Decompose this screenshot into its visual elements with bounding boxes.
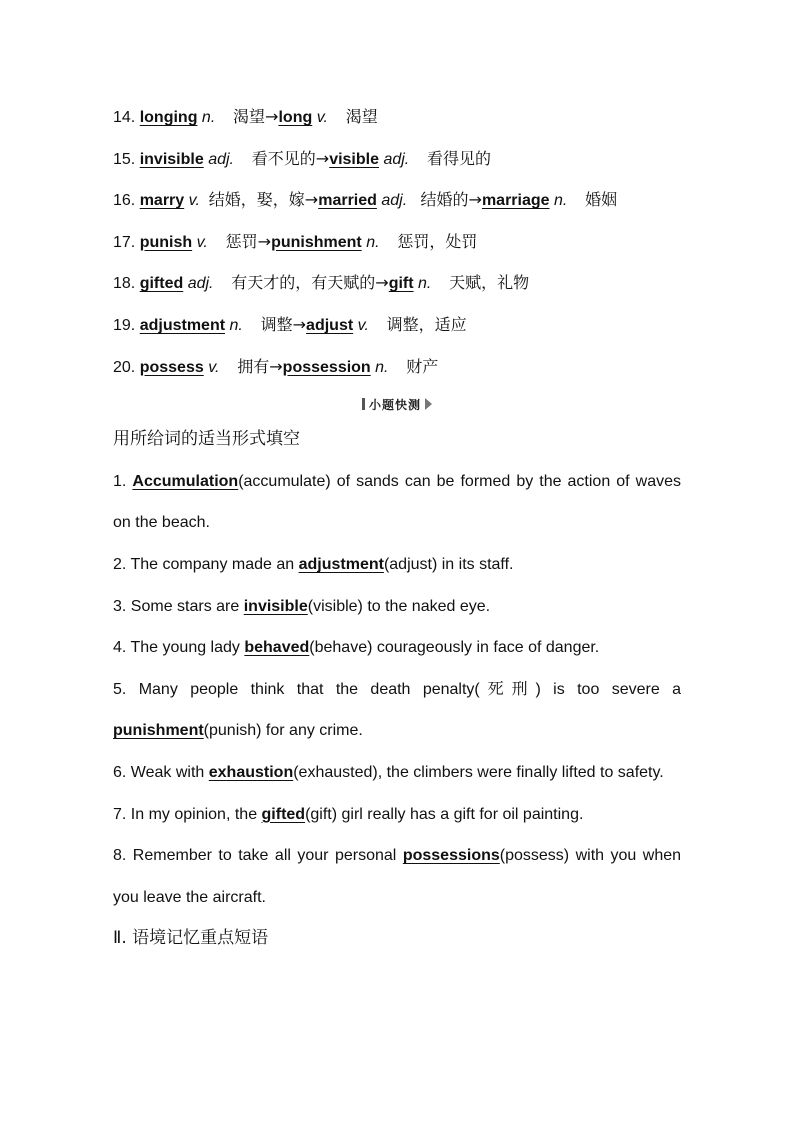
- vocab-word: invisible: [139, 150, 204, 168]
- vocab-word: long: [278, 109, 313, 126]
- answer: invisible: [243, 597, 308, 615]
- meaning: 财产: [406, 356, 439, 376]
- meaning: 渴望→: [233, 107, 279, 126]
- triangle-right-icon: [425, 398, 432, 410]
- vocab-line-17: [113, 221, 681, 263]
- quiz-badge: [362, 396, 432, 413]
- part-of-speech: n.: [366, 233, 380, 251]
- exercise-item: [113, 461, 681, 544]
- item-number: 17.: [113, 233, 136, 251]
- exercise-item: [113, 544, 681, 586]
- item-number: 15.: [113, 150, 136, 168]
- vocab-word: gifted: [139, 275, 184, 293]
- meaning: 结婚的→: [420, 190, 482, 210]
- exercise-item: [113, 669, 681, 752]
- instruction: 用所给词的适当形式填空: [113, 429, 300, 450]
- part-of-speech: v.: [188, 192, 200, 210]
- vocab-line-19: [113, 304, 681, 346]
- vocab-word: adjust: [306, 316, 354, 334]
- exercise-item: [113, 627, 681, 669]
- meaning: 拥有→: [237, 356, 283, 376]
- exercise-item: [113, 835, 681, 918]
- meaning: 看不见的→: [251, 148, 330, 168]
- item-number: 14.: [113, 109, 136, 126]
- answer: Accumulation: [132, 472, 239, 490]
- vocab-word: possess: [139, 358, 204, 376]
- exercise-text: (exhausted), the climbers were finally lifted to safety.: [293, 763, 664, 781]
- exercise-item: [113, 794, 681, 836]
- part-of-speech: v.: [316, 109, 328, 126]
- vocab-line-16: [113, 179, 681, 221]
- part-of-speech: adj.: [381, 192, 408, 210]
- part-of-speech: adj.: [187, 275, 214, 293]
- answer: adjustment: [298, 555, 384, 573]
- vocab-word: punish: [139, 233, 193, 251]
- meaning: 惩罚，处罚: [397, 231, 478, 251]
- vocab-word: marry: [139, 192, 185, 210]
- part-of-speech: v.: [208, 358, 220, 376]
- exercise-item: [113, 752, 681, 794]
- item-number: 16.: [113, 192, 136, 210]
- section-header: [113, 389, 681, 419]
- answer: gifted: [261, 805, 306, 823]
- part-of-speech: n.: [201, 109, 216, 126]
- vocab-line-18: [113, 262, 681, 304]
- exercise-text: 6. Weak with: [113, 763, 209, 781]
- vocab-word: visible: [329, 150, 379, 168]
- vocab-word: marriage: [481, 192, 550, 210]
- meaning: 渴望: [345, 107, 378, 126]
- part-of-speech: v.: [196, 233, 208, 251]
- part-of-speech: adj.: [383, 150, 410, 168]
- document-page: [113, 96, 681, 960]
- item-number: 18.: [113, 275, 136, 293]
- part-of-speech: n.: [418, 275, 432, 293]
- answer: exhaustion: [208, 763, 294, 781]
- exercise-text: (adjust) in its staff.: [383, 555, 514, 573]
- part-of-speech: adj.: [208, 150, 234, 168]
- exercise-text: 5. Many people think that the death penalty(死刑) is too severe a: [113, 680, 681, 698]
- exercise-text: (behave) courageously in face of danger.: [309, 639, 600, 657]
- exercise-text: (gift) girl really has a gift for oil painting.: [305, 805, 584, 823]
- item-number: 19.: [113, 316, 136, 334]
- answer: possessions: [402, 847, 500, 865]
- vocab-word: possession: [282, 358, 371, 376]
- vocab-word: gift: [388, 275, 414, 293]
- exercise-item: [113, 586, 681, 628]
- exercise-text: (accumulate) of sands can be formed by the action of waves on the beach.: [113, 472, 682, 532]
- item-number: 20.: [113, 358, 136, 376]
- exercise-text: (punish) for any crime.: [203, 722, 363, 740]
- meaning: 天赋，礼物: [449, 273, 530, 293]
- answer: punishment: [113, 722, 204, 740]
- vocab-word: longing: [139, 109, 198, 126]
- exercise-text: 1.: [113, 472, 133, 490]
- meaning: 婚姻: [585, 190, 618, 210]
- answer: behaved: [244, 639, 310, 657]
- meaning: 调整，适应: [386, 314, 467, 334]
- exercise-text: 8. Remember to take all your personal: [113, 847, 403, 865]
- exercise-text: 3. Some stars are: [113, 597, 244, 615]
- meaning: 看得见的: [427, 148, 492, 168]
- exercise-text: (visible) to the naked eye.: [307, 597, 491, 615]
- exercise-text: 4. The young lady: [113, 639, 245, 657]
- meaning: 调整→: [260, 314, 307, 334]
- part-of-speech: n.: [229, 316, 243, 334]
- vocab-word: married: [318, 192, 377, 210]
- part-of-speech: n.: [375, 358, 389, 376]
- vocab-word: punishment: [271, 233, 362, 251]
- exercise-text: (possess) with you when you leave the aircraft.: [113, 847, 682, 906]
- vocab-line-15: [113, 138, 681, 180]
- part-of-speech: n.: [553, 192, 568, 210]
- meaning: 惩罚→: [225, 231, 272, 251]
- exercise-text: 2. The company made an: [113, 555, 299, 573]
- vocab-line-14: [113, 96, 681, 138]
- bar-icon: [362, 398, 365, 410]
- part-of-speech: v.: [357, 316, 369, 334]
- exercise-text: 7. In my opinion, the: [113, 805, 262, 823]
- meaning: 结婚，娶，嫁→: [208, 190, 319, 210]
- vocab-line-20: [113, 346, 681, 388]
- meaning: 有天才的，有天赋的→: [231, 273, 389, 293]
- section-heading: Ⅱ. 语境记忆重点短语: [113, 928, 269, 949]
- badge-label: 小题快测: [368, 397, 421, 412]
- vocab-word: adjustment: [139, 316, 226, 334]
